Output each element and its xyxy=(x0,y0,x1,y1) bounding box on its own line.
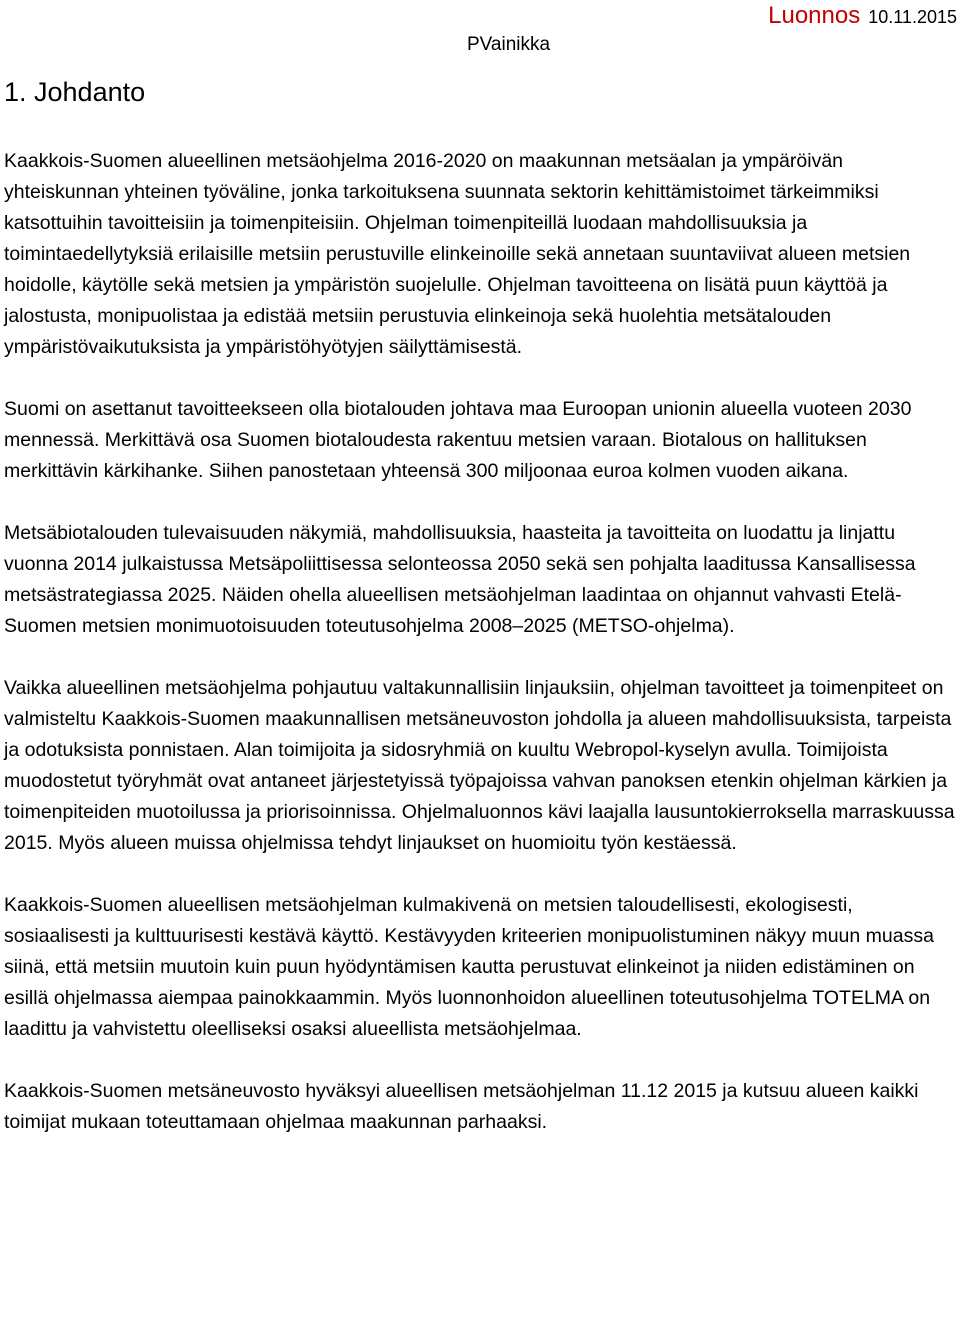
paragraph-preparation: Vaikka alueellinen metsäohjelma pohjautuu valtakunnallisiin linjauksiin, ohjelman tavoitteet ja toimenpiteet on valmisteltu Kaakkois-Suomen maakunnallisen metsäneuvoston johdolla ja alueen mahdollisuuksista, tarpeista ja odotuksista ponnistaen. Alan toimijoita ja sidosryhmiä on kuultu Webropol-kyselyn avulla. Toimijoista muodostetut työryhmät ovat antaneet järjestetyissä työpajoissa vahvan panoksen etenkin ohjelman kärkien ja toimenpiteiden muotoilussa ja priorisoinnissa. Ohjelmaluonnos kävi laajalla lausuntokierroksella marraskuussa 2015. Myös alueen muissa ohjelmissa tehdyt linjaukset on huomioitu työn kestäessä. xyxy=(4,677,955,854)
paragraph-sustainability: Kaakkois-Suomen alueellisen metsäohjelman kulmakivenä on metsien taloudellisesti, ekologisesti, sosiaalisesti ja kulttuurisesti kestävä käyttö. Kestävyyden kriteerien monipuolistuminen näkyy muun muassa siinä, että metsiin muutoin kuin puun hyödyntämisen kautta perustuvat elinkeinot ja niiden edistäminen on esillä ohjelmassa aiempaa painokkaammin. Myös luonnonhoidon alueellinen toteutusohjelma TOTELMA on laadittu ja vahvistettu oleelliseksi osaksi alueellista metsäohjelmaa. xyxy=(4,894,934,1040)
paragraph-strategy: Metsäbiotalouden tulevaisuuden näkymiä, mahdollisuuksia, haasteita ja tavoitteita on luodattu ja linjattu vuonna 2014 julkaistussa Metsäpoliittisessa selonteossa 2050 sekä sen pohjalta laaditussa Kansallisessa metsästrategiassa 2025. Näiden ohella alueellisen metsäohjelman laadintaa on ohjannut vahvasti Etelä-Suomen metsien monimuotoisuuden toteutusohjelma 2008–2025 (METSO-ohjelma). xyxy=(4,522,916,637)
paragraph-approval: Kaakkois-Suomen metsäneuvosto hyväksyi alueellisen metsäohjelman 11.12 2015 ja kutsuu alueen kaikki toimijat mukaan toteuttamaan ohjelmaa maakunnan parhaaksi. xyxy=(4,1080,919,1133)
document-body xyxy=(4,146,959,1138)
draft-status xyxy=(768,2,957,33)
draft-label: Luonnos xyxy=(768,2,861,29)
section-heading: 1. Johdanto xyxy=(4,77,146,107)
author-name: PVainikka xyxy=(467,34,551,55)
draft-date: 10.11.2015 xyxy=(868,7,957,27)
paragraph-bioeconomy: Suomi on asettanut tavoitteekseen olla biotalouden johtava maa Euroopan unionin alueella vuoteen 2030 mennessä. Merkittävä osa Suomen biotaloudesta rakentuu metsien varaan. Biotalous on hallituksen merkittävin kärkihanke. Siihen panostetaan yhteensä 300 miljoonaa euroa kolmen vuoden aikana. xyxy=(4,398,912,482)
paragraph-purpose: Kaakkois-Suomen alueellinen metsäohjelma 2016-2020 on maakunnan metsäalan ja ympäröivän yhteiskunnan yhteinen työväline, jonka tarkoituksena suunnata sektorin kehittämistoimet tärkeimmiksi katsottuihin tavoitteisiin ja toimenpiteisiin. Ohjelman toimenpiteillä luodaan mahdollisuuksia ja toimintaedellytyksiä erilaisille metsiin perustuville elinkeinoille sekä annetaan suuntaviivat alueen metsien hoidolle, käytölle sekä metsien ja ympäristön suojelulle. Ohjelman tavoitteena on lisätä puun käyttöä ja jalostusta, monipuolistaa ja edistää metsiin perustuvia elinkeinoja sekä huolehtia metsätalouden ympäristövaikutuksista ja ympäristöhyötyjen säilyttämisestä. xyxy=(4,150,911,358)
